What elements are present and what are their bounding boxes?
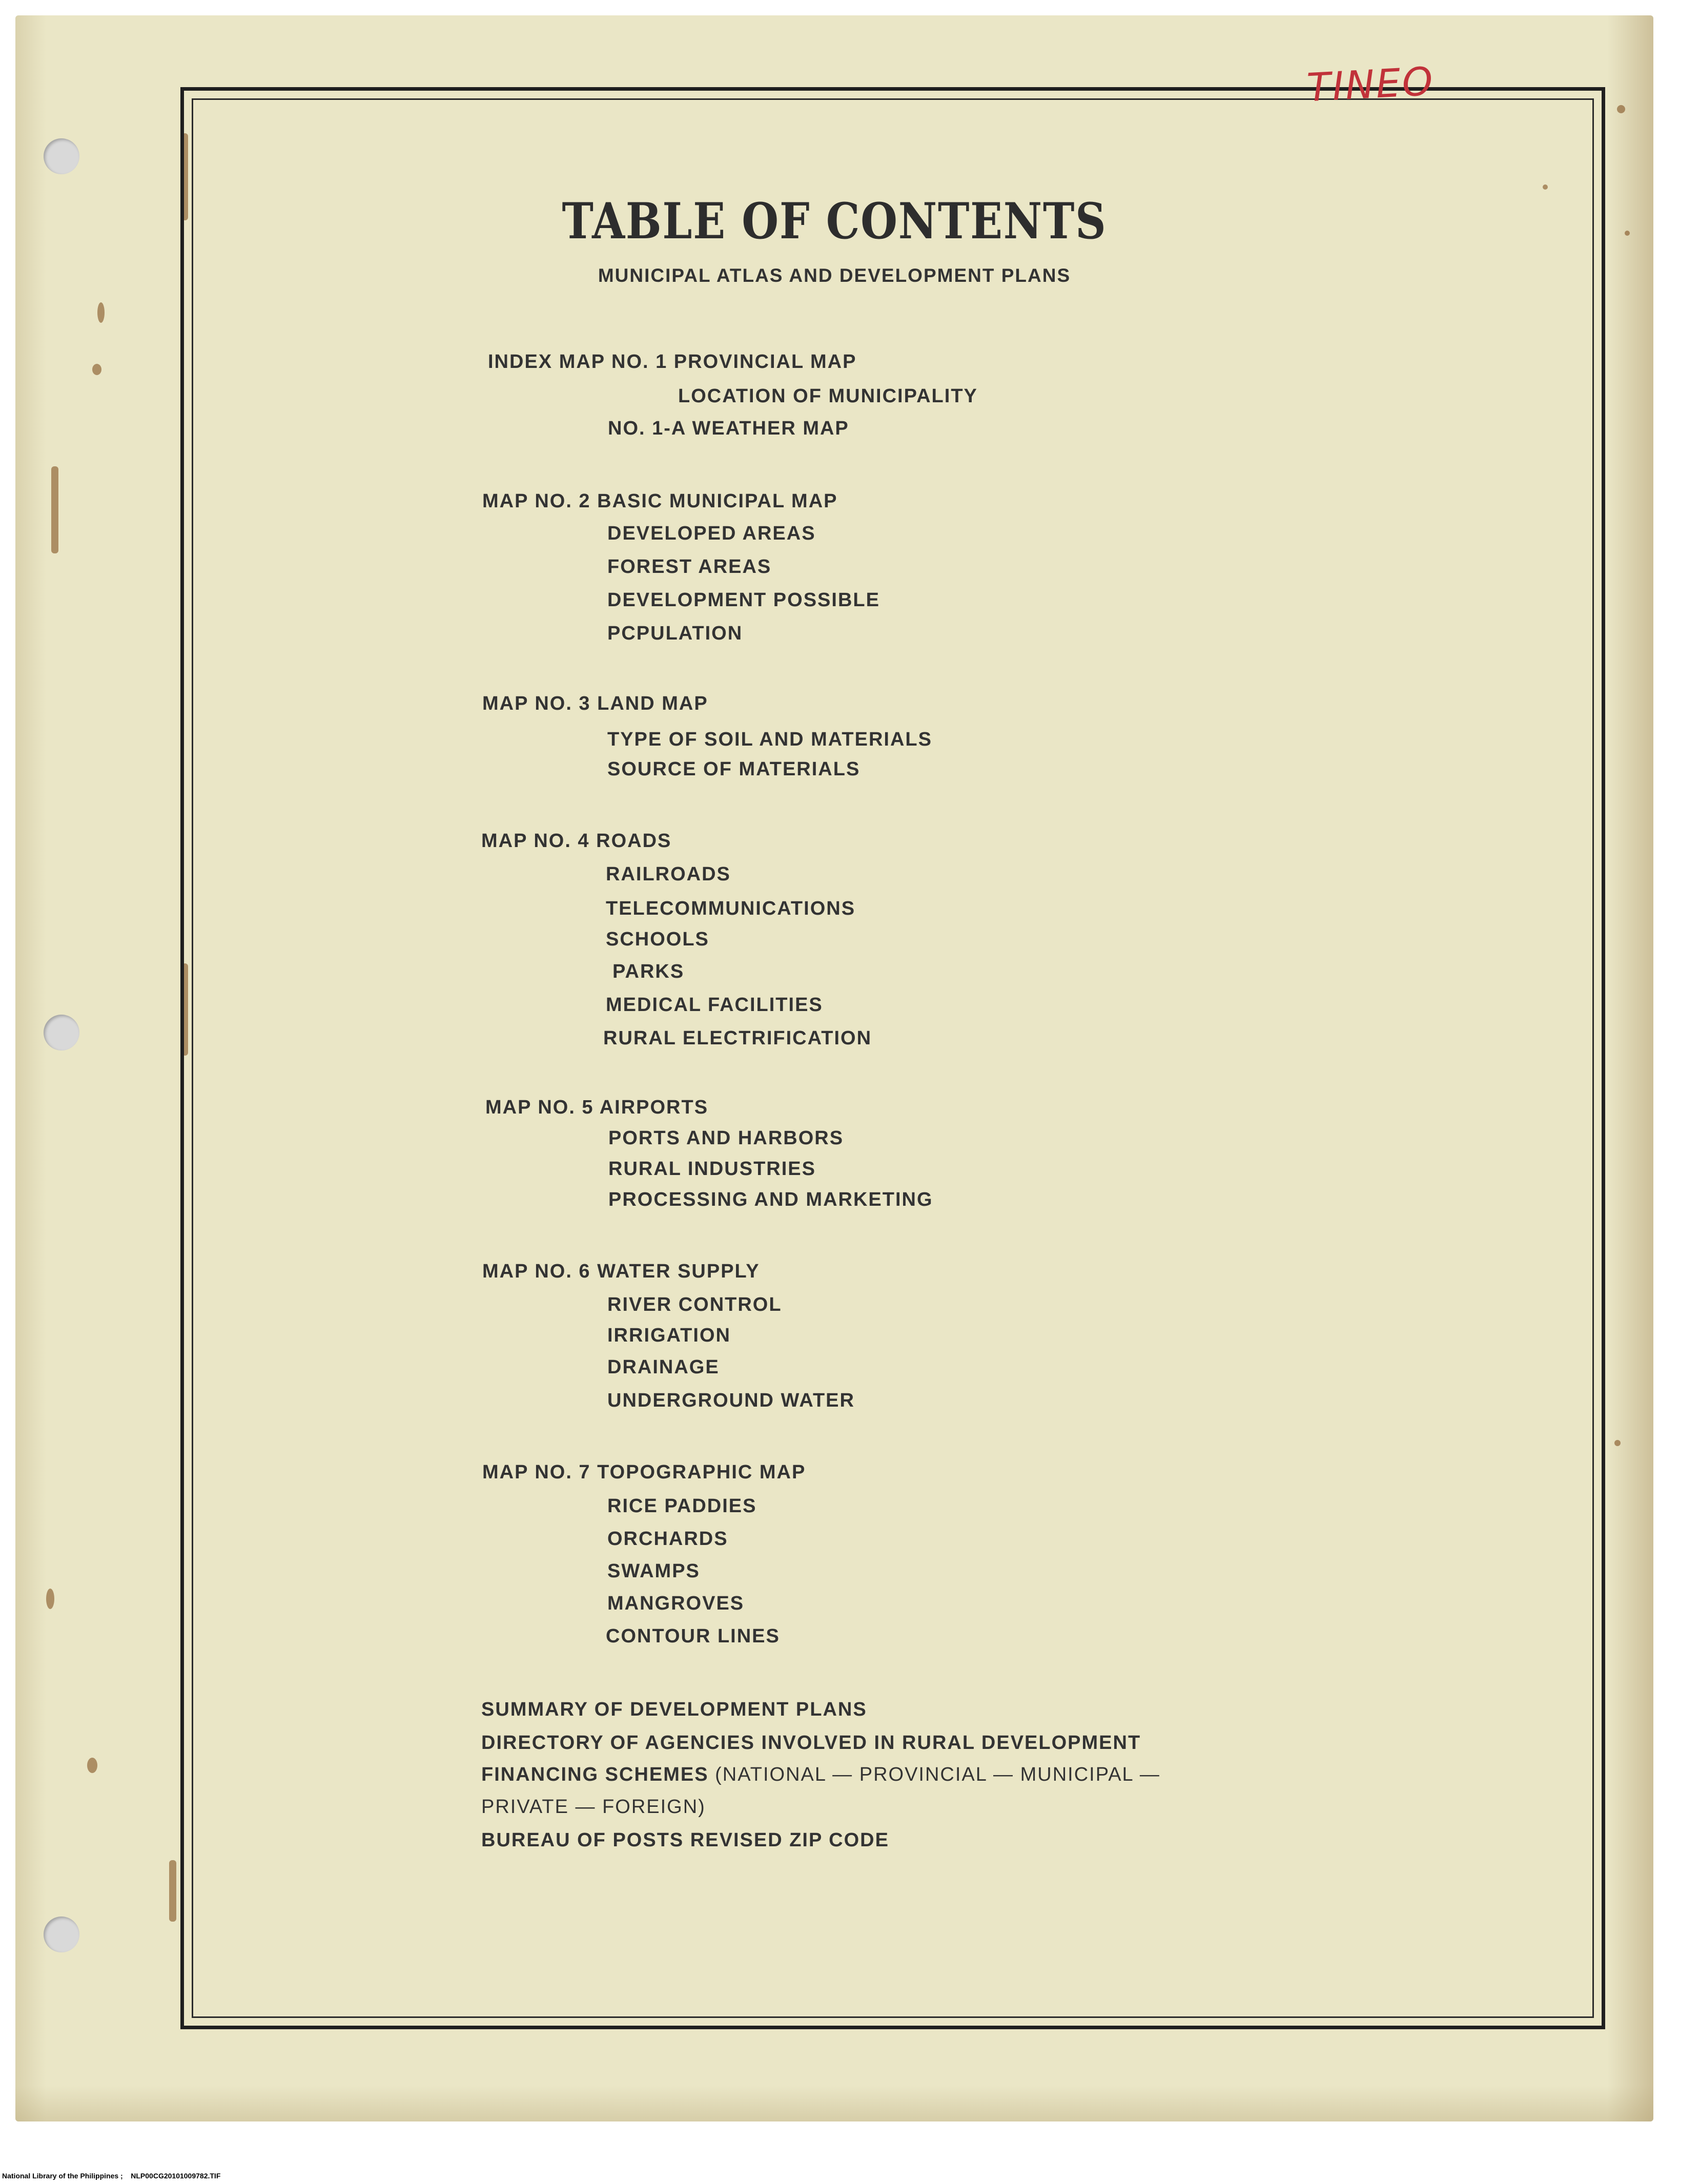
toc-entry: TYPE OF SOIL AND MATERIALS	[607, 729, 932, 750]
page-subtitle: MUNICIPAL ATLAS AND DEVELOPMENT PLANS	[598, 265, 1071, 286]
toc-entry: SOURCE OF MATERIALS	[607, 758, 861, 780]
toc-entry-bureau: BUREAU OF POSTS REVISED ZIP CODE	[481, 1829, 889, 1851]
toc-entry: PCPULATION	[607, 623, 743, 644]
toc-entry-index-map: INDEX MAP NO. 1 PROVINCIAL MAP	[488, 351, 857, 373]
toc-entry-map-6: MAP NO. 6 WATER SUPPLY	[482, 1261, 760, 1282]
toc-entry: LOCATION OF MUNICIPALITY	[678, 385, 978, 407]
toc-entry: ORCHARDS	[607, 1528, 728, 1550]
toc-entry: RICE PADDIES	[607, 1495, 757, 1517]
toc-entry-map-3: MAP NO. 3 LAND MAP	[482, 693, 708, 714]
toc-entry-financing-continued: PRIVATE — FOREIGN)	[481, 1796, 706, 1818]
toc-entry: PARKS	[612, 961, 685, 982]
toc-entry: UNDERGROUND WATER	[607, 1390, 855, 1411]
toc-entry: MANGROVES	[607, 1593, 745, 1614]
toc-entry: RAILROADS	[606, 863, 731, 885]
toc-entry: CONTOUR LINES	[606, 1625, 780, 1647]
rust-stain	[87, 1758, 97, 1773]
scan-footer	[2, 2172, 220, 2180]
page-title: TABLE OF CONTENTS	[562, 192, 1107, 250]
toc-entry-map-4: MAP NO. 4 ROADS	[481, 830, 672, 852]
toc-entry: FOREST AREAS	[607, 556, 772, 578]
rust-stain	[1617, 105, 1625, 113]
toc-entry: DEVELOPED AREAS	[607, 523, 816, 544]
financing-label: FINANCING SCHEMES	[481, 1764, 709, 1785]
rust-stain	[97, 302, 105, 323]
toc-entry-map-2: MAP NO. 2 BASIC MUNICIPAL MAP	[482, 490, 838, 512]
toc-entry: NO. 1-A WEATHER MAP	[608, 418, 849, 439]
rust-stain	[1625, 231, 1630, 236]
toc-entry-summary: SUMMARY OF DEVELOPMENT PLANS	[481, 1699, 867, 1720]
toc-entry: IRRIGATION	[607, 1325, 731, 1346]
financing-detail: (NATIONAL — PROVINCIAL — MUNICIPAL —	[715, 1764, 1160, 1785]
toc-entry: RURAL INDUSTRIES	[608, 1158, 816, 1180]
toc-entry-map-5: MAP NO. 5 AIRPORTS	[485, 1097, 709, 1118]
toc-entry: RURAL ELECTRIFICATION	[603, 1027, 872, 1049]
paper-edge-shadow	[15, 2086, 1653, 2121]
punch-hole	[44, 138, 79, 174]
paper-edge-stain	[1607, 15, 1653, 2121]
toc-entry: DRAINAGE	[607, 1356, 720, 1378]
footer-filename: NLP00CG20101009782.TIF	[131, 2172, 221, 2180]
toc-entry: PORTS AND HARBORS	[608, 1127, 844, 1149]
rust-stain	[46, 1589, 54, 1609]
toc-entry-directory: DIRECTORY OF AGENCIES INVOLVED IN RURAL DEVELOPMENT	[481, 1732, 1141, 1754]
rust-stain	[92, 364, 101, 375]
toc-entry-financing	[481, 1764, 1160, 1786]
punch-hole	[44, 1917, 79, 1952]
toc-entry: SWAMPS	[607, 1560, 700, 1582]
paper-edge-shadow	[15, 15, 46, 2121]
toc-entry: TELECOMMUNICATIONS	[606, 898, 856, 919]
toc-entry-map-7: MAP NO. 7 TOPOGRAPHIC MAP	[482, 1461, 806, 1483]
toc-entry: PROCESSING AND MARKETING	[608, 1189, 933, 1210]
punch-hole	[44, 1015, 79, 1050]
footer-source: National Library of the Philippines ;	[2, 2172, 123, 2180]
rust-stain	[51, 466, 58, 553]
rust-stain	[1614, 1440, 1621, 1446]
handwritten-annotation: TINEO	[1305, 58, 1436, 111]
toc-entry: DEVELOPMENT POSSIBLE	[607, 589, 880, 611]
document-page	[15, 15, 1653, 2121]
toc-entry: SCHOOLS	[606, 929, 709, 950]
toc-entry: MEDICAL FACILITIES	[606, 994, 823, 1016]
toc-entry: RIVER CONTROL	[607, 1294, 782, 1315]
rust-stain	[169, 1860, 176, 1922]
